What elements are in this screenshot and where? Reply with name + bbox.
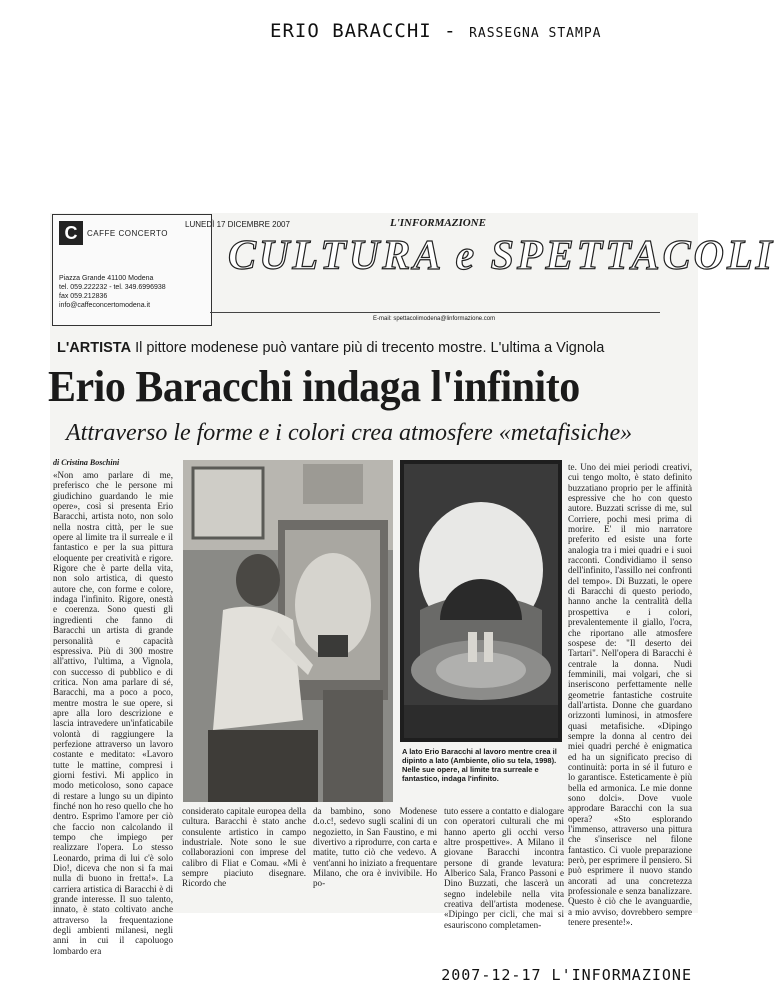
headline: Erio Baracchi indaga l'infinito [48,363,580,412]
header-label: RASSEGNA STAMPA [469,26,602,41]
ad-phone: tel. 059.222232 - tel. 349.6996938 [59,284,166,291]
artist-at-work-photo [183,460,393,802]
ad-name: CAFFE CONCERTO [87,229,168,238]
page-footer: 2007-12-17 L'INFORMAZIONE [441,966,692,984]
ad-box [52,214,212,326]
header-separator: - [444,20,457,42]
section-rule [210,312,660,313]
ad-email: info@caffeconcertomodena.it [59,302,151,309]
header-artist-name: ERIO BARACCHI [270,20,432,42]
caffe-logo-icon: C [59,221,83,245]
article-column-1: «Non amo parlare di me, preferisco che le persone mi giudichino guardando le mie opere», così si presenta Erio Baracchi, artista noto, non solo nella nostra città, per le sue opere al limite tra il surreale e il fantastico e per la sua pittura eloquente per creatività e rigore. Rigore che è parte della vita, non solo artistica, di questo autore che, con forme e colore, indaga l'infinito. Rigore, onestà e coerenza. Sono questi gli ingredienti che fanno di Baracchi un artista di grande personalità e capacità espressiva. Più di 300 mostre all'attivo, l'ultima, a Vignola, con successo di pubblico e di critica. Non ama parlare di sé, Baracchi, ma a poco a poco, mentre mostra le sue opere, si apre alla loro descrizione e lascia intravedere un'infaticabile volontà di raggiungere la perfezione attraverso un lavoro costante e meditato: «Lavoro tutte le mattine, compresi i giorni festivi. Mi applico in modo meticoloso, sono capace di restare a lungo su un dipinto finché non ho reso quello che ho dentro. Esprimo l'amore per ciò che faccio non calcolando il tempo che impiego per realizzare l'opera. Lo stesso Leonardo, prima di lui c'è solo Dio!, diceva che non si fa mai nulla di buono in fretta!». La carriera artistica di Baracchi è di grande interesse. Il suo talento, innato, è stato coltivato anche attraverso la frequentazione degli ambienti milanesi, negli anni in cui il capoluogo lombardo era [53,470,173,956]
newspaper-date: LUNEDÌ 17 DICEMBRE 2007 [185,220,290,229]
byline: di Cristina Boschini [53,458,120,467]
painting-ambiente-photo [400,460,562,742]
ad-fax: fax 059.212836 [59,293,108,300]
section-email: E-mail: spettacolimodena@linformazione.com [373,316,496,322]
article-column-5: te. Uno dei miei periodi creativi, cui tengo molto, è stato definito buzzatiano proprio per le affinità espressive che ho con questo autore. Buzzati scrisse di me, sul Corriere, pochi mesi prima di morire. E' il mio narratore preferito ed esiste una forte analogia tra i miei quadri e i suoi racconti. Condividiamo il senso dell'infinito, l'assillo nei confronti del tempo». Di Buzzati, le opere di Baracchi di questo periodo, hanno anche la centralità della prospettiva e i colori, prevalentemente il giallo, l'ocra, che riportano alle atmosfere sospese de: "Il deserto dei Tartari". Nell'opera di Baracchi è centrale la donna. Nudi femminili, mai volgari, che si inseriscono perfettamente nelle geometrie fantastiche costruite dall'artista. Donne che guardano orizzonti luminosi, in atmosfere quasi metafisiche. «Dipingo sempre la donna al centro dei miei quadri perché è enigmatica ed ha un significato preciso di continuità: porta in sé il futuro e lo garantisce. Esteticamente è più bella ed armonica. Le mie donne sono dolci». Dove vuole approdare Baracchi con la sua opera? «Sto esplorando l'immenso, attraverso una pittura che s'inserisce nel filone fantastico. Ci vuole preparazione però, per esprimere il pensiero. Si può esprimere il nuovo stando ancorati ad una concretezza professionale e senza banalizzare. Questo è ciò che le avanguardie, a mio avviso, dovrebbero sempre tenere presente!». [568,462,692,928]
ad-address: Piazza Grande 41100 Modena [59,275,154,282]
page-header [270,20,601,42]
article-column-4: tuto essere a contatto e dialogare con operatori culturali che mi hanno aperto gli occhi verso altre prospettive». A Milano il giovane Baracchi incontra persone di grande levatura: Alberico Sala, Franco Passoni e Dino Buzzati, che lascerà un segno indelebile nella vita creativa dell'artista modenese. «Dipingo per cicli, che mai si esauriscono completamen- [444,806,564,930]
article-column-2: considerato capitale europea della cultura. Baracchi è stato anche consulente artistico in campo industriale. Note sono le sue collaborazioni con imprese del calibro di Fliat e Comau. «Mi è sempre piaciuto disegnare. Ricordo che [182,806,306,889]
kicker [57,340,604,356]
deck: Attraverso le forme e i colori crea atmosfere «metafisiche» [66,420,633,446]
newspaper-name: L'INFORMAZIONE [390,217,486,229]
photo-caption: A lato Erio Baracchi al lavoro mentre crea il dipinto a lato (Ambiente, olio su tela, 1998). Nelle sue opere, al limite tra surreale e fantastico, indaga l'infinito. [402,747,557,783]
kicker-text: Il pittore modenese può vantare più di trecento mostre. L'ultima a Vignola [135,340,605,356]
section-title: CULTURA e SPETTACOLI [228,233,775,279]
article-column-3: da bambino, sono Modenese d.o.c!, sedevo sugli scalini di un negozietto, in San Faustino, e mi divertivo a riprodurre, con carta e matite, tutto ciò che vedevo. A vent'anni ho iniziato a frequentare Milano, che ora è invivibile. Ho po- [313,806,437,889]
kicker-label: L'ARTISTA [57,340,132,356]
